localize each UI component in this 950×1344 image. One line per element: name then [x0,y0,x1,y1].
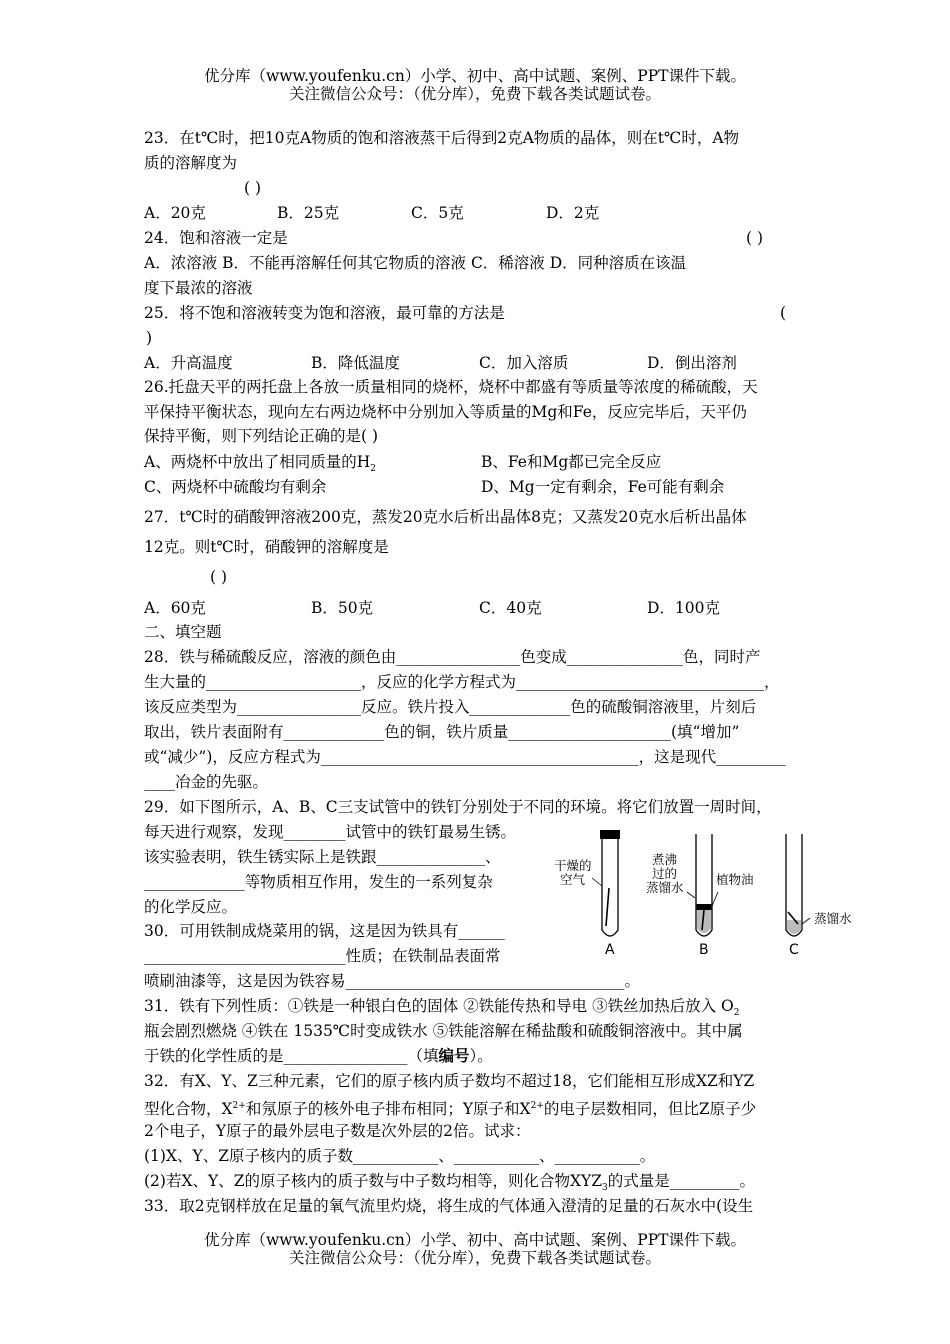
q28-line-5: 或“减少”)，反应方程式为_________________________________________，这是现代_________ [144,748,786,766]
header-line-1: 优分库（www.youfenku.cn）小学、初中、高中试题、案例、PPT课件下载。 [203,67,747,85]
q27-option-a: A．60克 [144,599,206,617]
q29-line-1: 29．如下图所示，A、B、C三支试管中的铁钉分别处于不同的环境。将它们放置一周时间， [144,798,772,816]
label-boiled-2: 过的 [652,866,678,881]
q23-line-2: 质的溶解度为 [144,154,238,172]
label-oil: 植物油 [716,872,754,887]
q26-line-3: 保持平衡，则下列结论正确的是( ) [144,427,379,445]
q23-option-b: B．25克 [277,204,340,222]
label-dry-air-2: 空气 [560,872,586,887]
q28-line-6: ____冶金的先驱。 [144,773,269,791]
q30-line-1: 30．可用铁制成烧菜用的锅，这是因为铁具有______ [144,922,505,940]
page-header [0,67,950,103]
label-boiled-1: 煮沸 [652,852,678,867]
q29-line-4: _____________等物质相互作用，发生的一系列复杂 [144,873,493,891]
q24-line-2: A．浓溶液 B．不能再溶解任何其它物质的溶液 C．稀溶液 D．同种溶质在该温 [144,254,687,272]
q27-line-2: 12克。则t℃时，硝酸钾的溶解度是 [144,538,389,556]
q30-line-3: 喷刷油漆等，这是因为铁容易____________________________________。 [144,972,641,990]
q26-option-a: A、两烧杯中放出了相同质量的$H_2$ [144,453,376,475]
q25-option-a: A．升高温度 [144,354,233,372]
tube-a [554,830,620,958]
q25-option-b: B．降低温度 [311,354,400,372]
q31-line-1: 31．铁有下列性质：①铁是一种银白色的固体 ②铁能传热和导电 ③铁丝加热后放入 $O_2$ [144,997,740,1019]
q28-line-4: 取出，铁片表面附有_____________色的铜，铁片质量_____________________(填“增加” [144,723,740,741]
q27-option-d: D．100克 [647,599,721,617]
q23-option-c: C．5克 [411,204,464,222]
q23-option-d: D．2克 [546,204,600,222]
tube-b [646,834,754,958]
q26-option-b: B、Fe和Mg都已完全反应 [481,453,662,471]
tube-label-a: A [605,942,615,958]
q25-option-c: C．加入溶质 [479,354,569,372]
q32-line-2: 型化合物，$X^{2+}$和氖原子的核外电子排布相同；Y原子和$X^{2+}$的电子层数相同，但比Z原子少 [144,1100,757,1119]
q26-option-c: C、两烧杯中硫酸均有剩余 [144,478,327,496]
q32-line-1: 32．有X、Y、Z三种元素，它们的原子核内质子数均不超过18，它们能相互形成XZ和YZ [144,1072,755,1090]
footer-line-2: 关注微信公众号：（优分库），免费下载各类试题试卷。 [288,1249,661,1267]
q24-line-3: 度下最浓的溶液 [144,279,253,297]
q29-line-2: 每天进行观察，发现________试管中的铁钉最易生锈。 [144,823,517,841]
q27-option-b: B．50克 [311,599,374,617]
q23-option-a: A．20克 [144,204,206,222]
q25-paren-close: ) [146,329,153,347]
tube-c [786,834,810,958]
q23-answer-paren: ( ) [244,179,262,197]
iron-nail-a [606,888,609,926]
q30-line-2: __________________________性质；在铁制品表面常 [144,947,501,965]
q28-line-3: 该反应类型为________________反应。铁片投入_____________色的硫酸铜溶液里，片刻后 [144,698,757,716]
q31-line-2: 瓶会剧烈燃烧 ④铁在 1535℃时变成铁水 ⑤铁能溶解在稀盐酸和硫酸铜溶液中。其中属 [144,1022,743,1040]
q26-option-d: D、Mg一定有剩余，Fe可能有剩余 [481,478,725,496]
q29-line-5: 的化学反应。 [144,898,238,916]
q28-line-1: 28．铁与稀硫酸反应，溶液的颜色由________________色变成_______________色，同时产 [144,648,761,666]
label-distilled-water: 蒸馏水 [814,911,852,926]
q24-line-1: 24．饱和溶液一定是 [144,229,288,247]
tube-label-b: B [699,942,709,958]
q32-line-5: (2)若X、Y、Z的原子核内的质子数与中子数均相等，则化合物$XYZ_3$的式量是_________。 [144,1172,756,1194]
q27-line-1: 27．t℃时的硝酸钾溶液200克，蒸发20克水后析出晶体8克；又蒸发20克水后析出晶体 [144,508,747,526]
q27-answer-paren: ( ) [210,568,228,586]
section-heading: 二、填空题 [144,623,222,641]
q25-line-1: 25．将不饱和溶液转变为饱和溶液，最可靠的方法是 [144,304,505,322]
label-dry-air-1: 干燥的 [554,858,592,873]
q29-line-3: 该实验表明，铁生锈实际上是铁跟______________、 [144,848,501,866]
footer-line-1: 优分库（www.youfenku.cn）小学、初中、高中试题、案例、PPT课件下载。 [203,1231,747,1249]
q32-line-4: (1)X、Y、Z原子核内的质子数___________、___________、___________。 [144,1147,656,1165]
tube-label-c: C [789,942,799,958]
header-line-2: 关注微信公众号：（优分库），免费下载各类试题试卷。 [288,85,661,103]
q27-option-c: C．40克 [479,599,542,617]
q25-option-d: D．倒出溶剂 [647,354,737,372]
q25-paren-open: ( [780,304,787,322]
label-boiled-3: 蒸馏水 [646,880,684,895]
q32-line-3: 2个电子，Y原子的最外层电子数是次外层的2倍。试求： [144,1122,531,1140]
test-tube-figure [548,826,813,966]
q26-line-2: 平保持平衡状态，现向左右两边烧杯中分别加入等质量的Mg和Fe，反应完毕后，天平仍 [144,403,747,421]
page-footer [0,1231,950,1267]
q31-line-3: 于铁的化学性质的是________________（填编号）。 [144,1046,493,1065]
q23-line-1: 23．在t℃时，把10克A物质的饱和溶液蒸干后得到2克A物质的晶体，则在t℃时，A物 [144,129,740,147]
q26-line-1: 26.托盘天平的两托盘上各放一质量相同的烧杯，烧杯中都盛有等质量等浓度的稀硫酸，天 [144,378,758,396]
q24-answer-paren: ( ) [746,229,764,247]
q28-line-2: 生大量的____________________，反应的化学方程式为________________________________， [144,673,780,691]
q33-line-1: 33．取2克钢样放在足量的氧气流里灼烧，将生成的气体通入澄清的足量的石灰水中(设生 [144,1197,754,1215]
